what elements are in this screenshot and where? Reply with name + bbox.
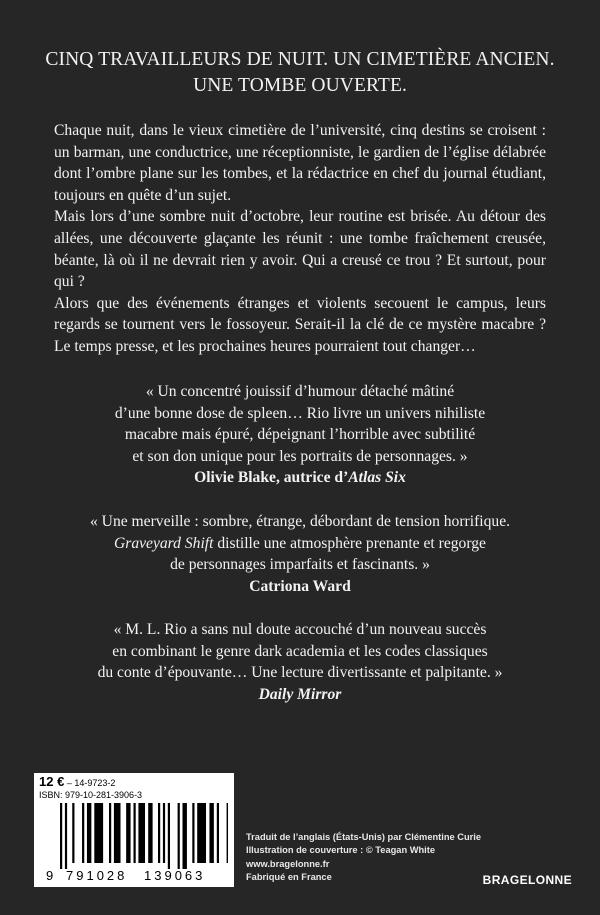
synopsis-paragraph-1: Chaque nuit, dans le vieux cimetière de l’université, cinq destins se croisent : un barman, une conductrice, une réceptionniste, le gardien de l’église délabrée dont l’ombre plane sur les tombes, et la rédactrice en chef du journal étudiant, toujours en quête d’un sujet. bbox=[54, 122, 546, 204]
cover-credit: Illustration de couverture : © Teagan White bbox=[246, 845, 436, 856]
barcode-bar bbox=[209, 803, 213, 863]
product-code: – 14-9723-2 bbox=[64, 778, 116, 788]
credits bbox=[246, 831, 481, 885]
quote-line bbox=[60, 533, 540, 555]
quote-line: du conte d’épouvante… Une lecture divertissante et palpitante. » bbox=[97, 664, 503, 681]
quote-attribution: Catriona Ward bbox=[249, 577, 351, 595]
quote-line: « M. L. Rio a sans nul doute accouché d’un nouveau succès bbox=[113, 621, 487, 638]
barcode-bar bbox=[163, 803, 165, 863]
barcode-bar bbox=[65, 803, 67, 869]
review-quote-3 bbox=[60, 619, 540, 705]
price: 12 € bbox=[39, 774, 65, 789]
isbn: ISBN: 979-10-281-3906-3 bbox=[39, 790, 143, 800]
barcode-bar bbox=[227, 803, 228, 863]
back-cover-headline bbox=[40, 47, 560, 99]
barcode-bar bbox=[138, 803, 145, 863]
barcode-panel bbox=[34, 773, 234, 887]
synopsis-paragraph-3: Alors que des événements étranges et violents secouent le campus, leurs regards se tournent vers le fossoyeur. Serait-il la clé de ce mystère macabre ? Le temps presse, et les prochaines heures pourraient tout changer… bbox=[54, 294, 546, 355]
barcode-icon bbox=[42, 803, 228, 883]
headline-line-1: CINQ TRAVAILLEURS DE NUIT. UN CIMETIÈRE ANCIEN. bbox=[45, 49, 555, 70]
barcode-bar bbox=[134, 803, 136, 863]
quote-line: en combinant le genre dark academia et les codes classiques bbox=[112, 642, 488, 660]
quote-line: « Une merveille : sombre, étrange, débordant de tension horrifique. bbox=[89, 513, 511, 530]
attribution-book-title: Atlas Six bbox=[348, 469, 406, 486]
translation-credit: Traduit de l’anglais (États-Unis) par Clémentine Curie bbox=[246, 832, 482, 842]
barcode-digits-left: 791028 bbox=[66, 868, 128, 883]
review-quote-2 bbox=[60, 511, 540, 597]
quote-line: macabre mais épuré, dépeignant l’horrible avec subtilité bbox=[124, 426, 476, 443]
barcode-bar bbox=[114, 803, 121, 863]
headline-line-2: UNE TOMBE OUVERTE. bbox=[193, 75, 407, 96]
publisher-logo: BRAGELONNE bbox=[482, 873, 572, 887]
quote-line: de personnages imparfaits et fascinants. » bbox=[170, 556, 430, 573]
barcode-bar bbox=[87, 803, 91, 863]
synopsis bbox=[54, 120, 546, 358]
barcode-bar bbox=[217, 803, 219, 863]
barcode-bar bbox=[158, 803, 160, 863]
quote-line-rest: distille une atmosphère prenante et regorge bbox=[213, 534, 486, 552]
barcode-bar bbox=[60, 803, 62, 869]
attribution-name: Olivie Blake, autrice d’ bbox=[194, 469, 349, 486]
synopsis-paragraph-2: Mais lors d’une sombre nuit d’octobre, leur routine est brisée. Au détour des allées, une découverte glaçante les réunit : une tombe fraîchement creusée, béante, là où il ne devrait rien y avoir. Qui a creusé ce trou ? Et surtout, pour qui ? bbox=[54, 208, 546, 291]
quote-attribution: Daily Mirror bbox=[258, 685, 342, 703]
barcode-bar bbox=[82, 803, 84, 863]
publisher-website: www.bragelonne.fr bbox=[246, 858, 330, 869]
barcode-digit-first: 9 bbox=[46, 868, 54, 883]
book-title: Graveyard Shift bbox=[114, 534, 214, 552]
barcode-bar bbox=[94, 803, 103, 863]
quote-line: et son don unique pour les portraits de personnages. » bbox=[132, 447, 468, 465]
quote-attribution bbox=[60, 467, 540, 489]
barcode-bar bbox=[109, 803, 111, 863]
barcode-bar bbox=[148, 803, 152, 863]
quote-line: « Un concentré jouissif d’humour détaché mâtiné bbox=[145, 383, 455, 400]
review-quote-1 bbox=[60, 381, 540, 489]
barcode-bar bbox=[168, 803, 170, 869]
barcode-bar bbox=[183, 803, 187, 869]
barcode-bar bbox=[178, 803, 180, 869]
barcode-bar bbox=[72, 803, 74, 863]
price-row bbox=[39, 775, 115, 790]
barcode-bar bbox=[126, 803, 130, 863]
made-in: Fabriqué en France bbox=[246, 872, 332, 883]
barcode-bar bbox=[192, 803, 194, 863]
quote-line: d’une bonne dose de spleen… Rio livre un univers nihiliste bbox=[114, 404, 486, 422]
barcode-digits-right: 139063 bbox=[144, 868, 206, 883]
barcode-bar bbox=[197, 803, 206, 863]
